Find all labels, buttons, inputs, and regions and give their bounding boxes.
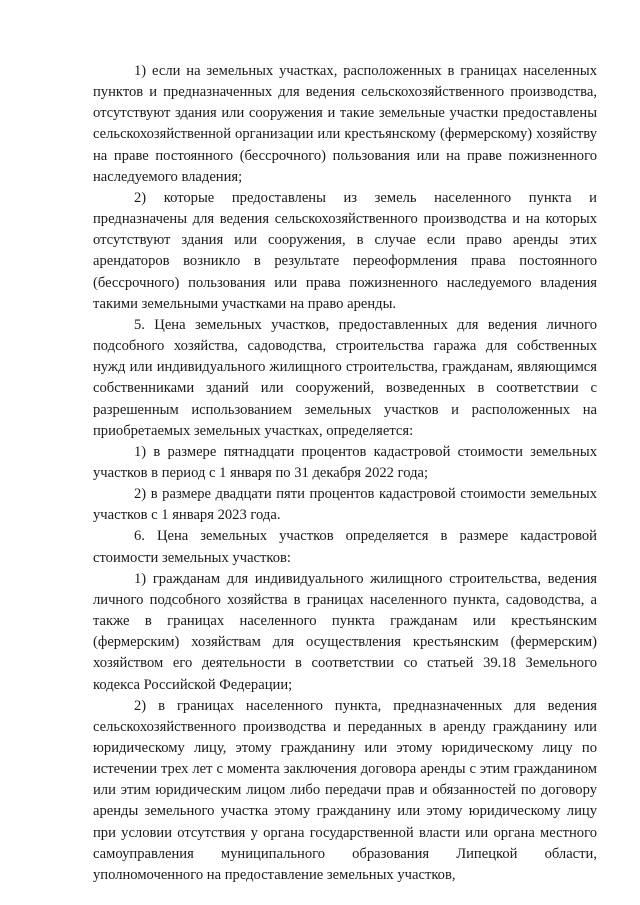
paragraph-1-agricultural-no-buildings: 1) если на земельных участках, расположенных в границах населенных пунктов и предназначенных для ведения сельскохозяйственного производства, отсутствуют здания или сооружения и такие земельные участки предоставлены сельскохозяйственной организации или крестьянскому (фермерскому) хозяйству на праве постоянного (бессрочного) пользования или на праве пожизненного наследуемого владения; xyxy=(93,63,597,185)
paragraph-section-5-price: 5. Цена земельных участков, предоставленных для ведения личного подсобного хозяйства, садоводства, строительства гаража для собственных нужд или индивидуального жилищного строительства, гражданам, являющимся собственниками зданий или сооружений, возведенных в соответствии с разрешенным использованием земельных участков и расположенных на приобретаемых земельных участках, определяется: xyxy=(93,316,597,439)
paragraph-6-2-settlement-lease: 2) в границах населенного пункта, предназначенных для ведения сельскохозяйственного производства и переданных в аренду гражданину или юридическому лицу, этому гражданину или этому юридическому лицу по истечении трех лет с момента заключения договора аренды с этим гражданином или этим юридическим лицом либо передачи прав и обязанностей по договору аренды земельного участка этому гражданину или этому юридическому лицу при условии отсутствия у органа государственной власти или органа местного самоуправления муниципального образования Липецкой области, уполномоченного на предоставление земельных участков, xyxy=(93,697,597,883)
paragraph-5-2-twenty-five-percent: 2) в размере двадцати пяти процентов кадастровой стоимости земельных участков с 1 января 2023 года. xyxy=(93,486,597,524)
paragraph-2-settlement-land-lease: 2) которые предоставлены из земель населенного пункта и предназначены для ведения сельскохозяйственного производства и на которых отсутствуют здания или сооружения, в случае если право аренды этих арендаторов возникло в результате переоформления права постоянного (бессрочного) пользования или права пожизненного наследуемого владения такими земельными участками на право аренды. xyxy=(93,189,597,312)
paragraph-6-1-citizens: 1) гражданам для индивидуального жилищного строительства, ведения личного подсобного хозяйства в границах населенного пункта, садоводства, а также в границах населенного пункта гражданам или крестьянским (фермерским) хозяйствам для осуществления крестьянским (фермерским) хозяйством его деятельности в соответствии со статьей 39.18 Земельного кодекса Российской Федерации; xyxy=(93,570,597,693)
paragraph-section-6-price: 6. Цена земельных участков определяется в размере кадастровой стоимости земельных участков: xyxy=(93,528,597,566)
document-body xyxy=(93,61,597,886)
paragraph-5-1-fifteen-percent: 1) в размере пятнадцати процентов кадастровой стоимости земельных участков в период с 1 января по 31 декабря 2022 года; xyxy=(93,443,597,481)
